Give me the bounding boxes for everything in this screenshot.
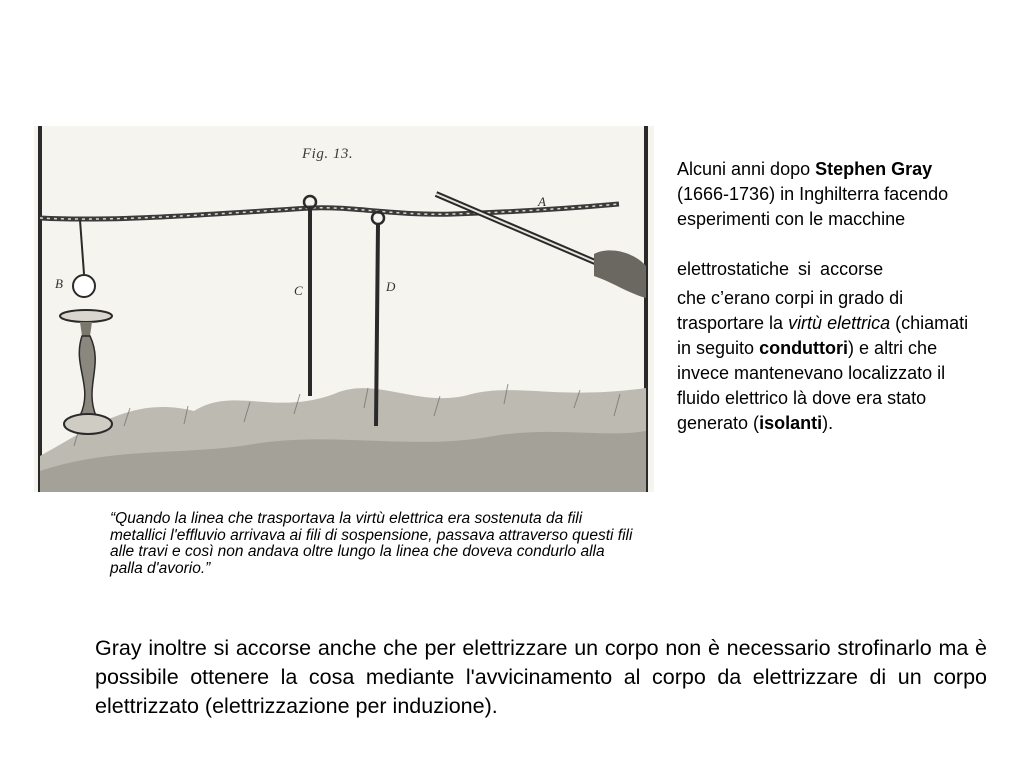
body-paragraph: Gray inoltre si accorse anche che per elettrizzare un corpo non è necessario strofinarlo ma è possibile ottenere la cosa mediante l'avvicinamento al corpo da elettrizzare di un corpo elettrizzato (elettrizzazione per induzione). — [95, 636, 987, 718]
term-virtu-elettrica: virtù elettrica — [788, 313, 891, 333]
side-text — [677, 157, 977, 436]
term-conduttori: conduttori — [759, 338, 849, 358]
side-p3-b: (chiamati in seguito — [677, 313, 969, 358]
side-paragraph-1 — [677, 157, 977, 232]
mark-c: C — [294, 283, 303, 298]
experiment-illustration — [34, 126, 654, 492]
side-intro: Alcuni anni dopo — [677, 159, 816, 179]
mark-a: A — [538, 194, 546, 209]
term-isolanti: isolanti — [759, 413, 823, 433]
support-post-d — [376, 224, 378, 426]
hanging-thread — [80, 220, 84, 274]
figure-label: Fig. 13. — [302, 146, 354, 162]
mark-b: B — [55, 276, 63, 291]
engraving-figure — [34, 126, 654, 492]
side-p3-c: ) e altri che invece mantenevano localizzato il fluido elettrico là dove era stato generato ( — [677, 338, 946, 433]
side-paragraph-3 — [677, 286, 977, 436]
side-paragraph-2: elettrostatiche si accorse — [677, 259, 884, 279]
conducting-line — [40, 204, 619, 219]
side-p3-d: ). — [822, 413, 834, 433]
candle-stand — [79, 336, 96, 416]
side-p3-a: che c’erano corpi in grado di trasportare la — [677, 288, 904, 333]
hand — [594, 250, 646, 298]
ivory-ball — [73, 275, 95, 297]
mark-d: D — [386, 279, 396, 294]
support-ring-d — [372, 212, 384, 224]
side-intro-rest: (1666-1736) in Inghilterra facendo esperimenti con le macchine — [677, 184, 949, 229]
leaf-dish — [60, 310, 112, 322]
gray-quote: “Quando la linea che trasportava la virtù elettrica era sostenuta da fili metallici l'effluvio arrivava ai fili di sospensione, passava attraverso questi fili alle travi e così non andava oltre lungo la linea che doveva condurlo alla palla d'avorio.” — [110, 510, 633, 577]
scientist-name: Stephen Gray — [815, 159, 933, 179]
stand-base — [64, 414, 112, 434]
